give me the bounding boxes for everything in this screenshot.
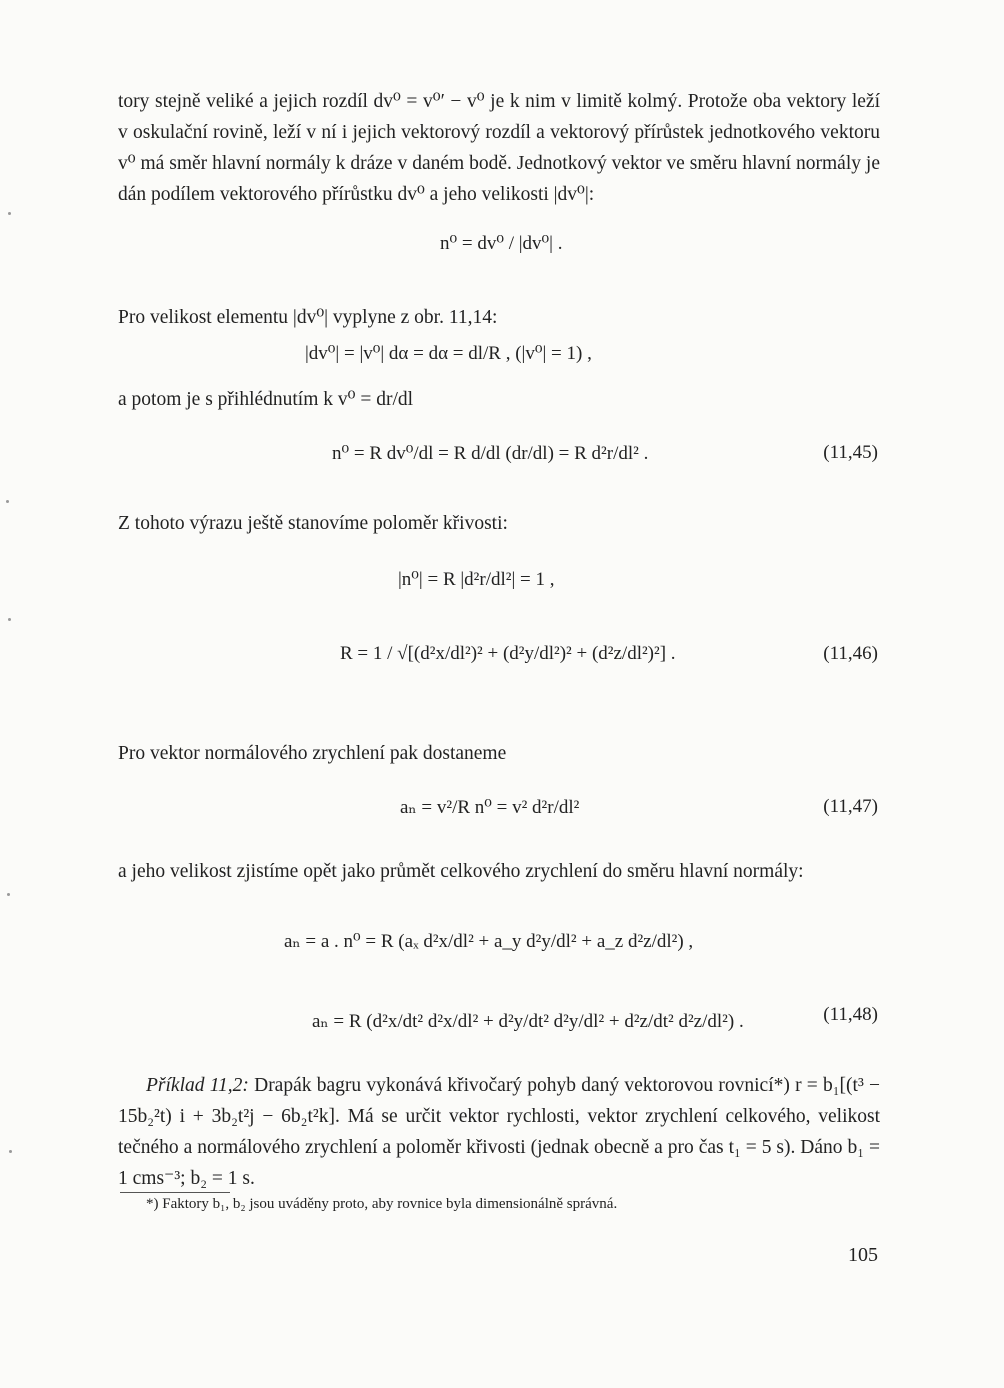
equation-number-46: (11,46)	[823, 643, 878, 664]
page-number: 105	[848, 1244, 878, 1266]
paragraph-element-size: Pro velikost elementu |dv⁰| vyplyne z obr. 11,14:	[118, 307, 498, 328]
example-label: Příklad 11,2:	[146, 1075, 249, 1096]
equation-number-48: (11,48)	[823, 1004, 878, 1025]
scan-speck	[8, 618, 11, 621]
paragraph-normal-acceleration: Pro vektor normálového zrychlení pak dostaneme	[118, 743, 507, 764]
equation-n0-magnitude: |n⁰| = R |d²r/dl²| = 1 ,	[398, 569, 555, 590]
equation-an-expanded: aₙ = R (d²x/dt² d²x/dl² + d²y/dt² d²y/dl² + d²z/dt² d²z/dl²) .	[312, 1011, 744, 1032]
equation-normal-acceleration: aₙ = v²/R n⁰ = v² d²r/dl²	[400, 797, 580, 818]
equation-number-45: (11,45)	[823, 442, 878, 463]
scan-speck	[7, 893, 10, 896]
paragraph-radius-intro: Z tohoto výrazu ještě stanovíme poloměr křivosti:	[118, 513, 508, 534]
equation-dv-magnitude: |dv⁰| = |v⁰| dα = dα = dl/R , (|v⁰| = 1) ,	[305, 343, 592, 364]
equation-radius: R = 1 / √[(d²x/dl²)² + (d²y/dl²)² + (d²z/dl²)²] .	[340, 643, 676, 664]
paragraph-intro: tory stejně veliké a jejich rozdíl dv⁰ = v⁰′ − v⁰ je k nim v limitě kolmý. Protože oba vektory leží v oskulační rovině, leží v ní i jejich vektorový rozdíl a vektorový přírůstek jednotkového vektoru v⁰ má směr hlavní normály k dráze v daném bodě. Jednotkový vektor ve směru hlavní normály je dán podílem vektorového přírůstku dv⁰ a jeho velikosti |dv⁰|:	[118, 91, 880, 205]
scan-speck	[9, 1150, 12, 1153]
footnote-rule	[120, 1192, 230, 1193]
scan-speck	[8, 212, 11, 215]
equation-n0-curvature: n⁰ = R dv⁰/dl = R d/dl (dr/dl) = R d²r/dl² .	[332, 443, 649, 464]
paragraph-example	[118, 1070, 880, 1194]
equation-unit-normal: n⁰ = dv⁰ / |dv⁰| .	[440, 233, 563, 254]
footnote: *) Faktory b₁, b₂ jsou uváděny proto, aby rovnice byla dimensionálně správná.	[146, 1196, 618, 1212]
paragraph-projection: a jeho velikost zjistíme opět jako průmět celkového zrychlení do směru hlavní normály:	[118, 861, 804, 882]
equation-number-47: (11,47)	[823, 796, 878, 817]
paragraph-with-respect: a potom je s přihlédnutím k v⁰ = dr/dl	[118, 389, 414, 410]
example-text: Drapák bagru vykonává křivočarý pohyb daný vektorovou rovnicí*) r = b₁[(t³ − 15b₂²t) i + 3b₂t²j − 6b₂t²k]. Má se určit vektor rychlosti, vektor zrychlení celkového, velikost tečného a normálového zrychlení a poloměr křivosti (jednak obecně a pro čas t₁ = 5 s). Dáno b₁ = 1 cms⁻³; b₂ = 1 s.	[118, 1075, 881, 1189]
scan-speck	[6, 500, 9, 503]
equation-an-projection: aₙ = a . n⁰ = R (aₓ d²x/dl² + a_y d²y/dl² + a_z d²z/dl²) ,	[284, 931, 694, 952]
